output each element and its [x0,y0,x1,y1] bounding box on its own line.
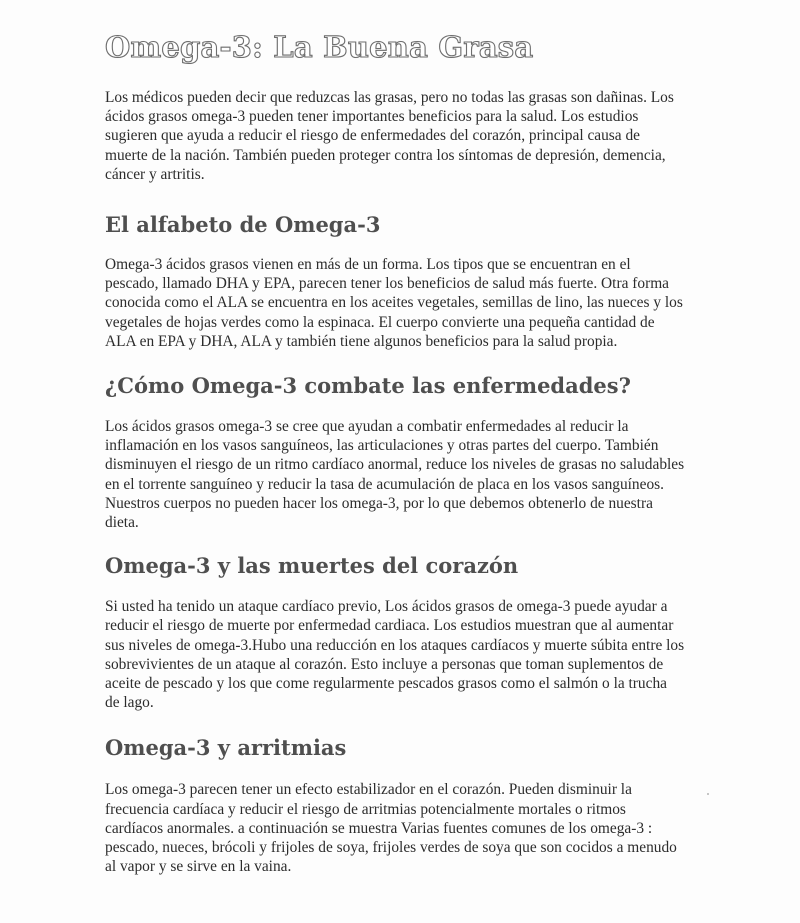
section-paragraph: Los ácidos grasos omega-3 se cree que ayudan a combatir enfermedades al reducir la inflamación en los vasos sanguíneos, las articulaciones y otras partes del cuerpo. También disminuyen el riesgo de un ritmo cardíaco anormal, reduce los niveles de grasas no saludables en el torrente sanguíneo y reducir la tasa de acumulación de placa en los vasos sanguíneos. Nuestros cuerpos no pueden hacer los omega-3, por lo que debemos obtenerlo de nuestra dieta. [105,418,685,532]
section-heart-deaths [105,551,685,712]
section-paragraph: Los omega-3 parecen tener un efecto estabilizador en el corazón. Pueden disminuir la frecuencia cardíaca y reducir el riesgo de arritmias potencialmente mortales o ritmos cardíacos anormales. a continuación se muestra Varias fuentes comunes de los omega-3 : pescado, nueces, brócoli y frijoles de soya, frijoles verdes de soya que son cocidos a menudo al vapor y se sirve en la vaina. [105,781,677,876]
section-arrhythmias [105,733,685,876]
document-body [105,28,685,876]
scan-speck [707,793,709,795]
section-heading: ¿Cómo Omega-3 combate las enfermedades? [105,373,631,399]
intro-paragraph: Los médicos pueden decir que reduzcas las grasas, pero no todas las grasas son dañinas. Los ácidos grasos omega-3 pueden tener importantes beneficios para la salud. Los estudios sugieren que ayuda a reducir el riesgo de enfermedades del corazón, principal causa de muerte de la nación. También pueden proteger contra los síntomas de depresión, demencia, cáncer y artritis. [105,89,674,183]
section-alphabet [105,210,685,351]
section-disease [105,371,685,532]
document-title: Omega-3: La Buena Grasa [105,30,534,64]
section-heading: El alfabeto de Omega-3 [105,212,381,238]
section-paragraph: Omega-3 ácidos grasos vienen en más de un forma. Los tipos que se encuentran en el pescado, llamado DHA y EPA, parecen tener los beneficios de salud más fuerte. Otra forma conocida como el ALA se encuentra en los aceites vegetales, semillas de lino, las nueces y los vegetales de hojas verdes como la espinaca. El cuerpo convierte una pequeña cantidad de ALA en EPA y DHA, ALA y también tiene algunos beneficios para la salud propia. [105,256,683,350]
section-heading: Omega-3 y arritmias [105,735,347,761]
section-paragraph: Si usted ha tenido un ataque cardíaco previo, Los ácidos grasos de omega-3 puede ayudar a reducir el riesgo de muerte por enfermedad cardiaca. Los estudios muestran que al aumentar sus niveles de omega-3.Hubo una reducción en los ataques cardíacos y muerte súbita entre los sobrevivientes de un ataque al corazón. Esto incluye a personas que toman suplementos de aceite de pescado y los que come regularmente pescados grasos como el salmón o la trucha de lago. [105,598,685,712]
section-heading: Omega-3 y las muertes del corazón [105,553,519,579]
